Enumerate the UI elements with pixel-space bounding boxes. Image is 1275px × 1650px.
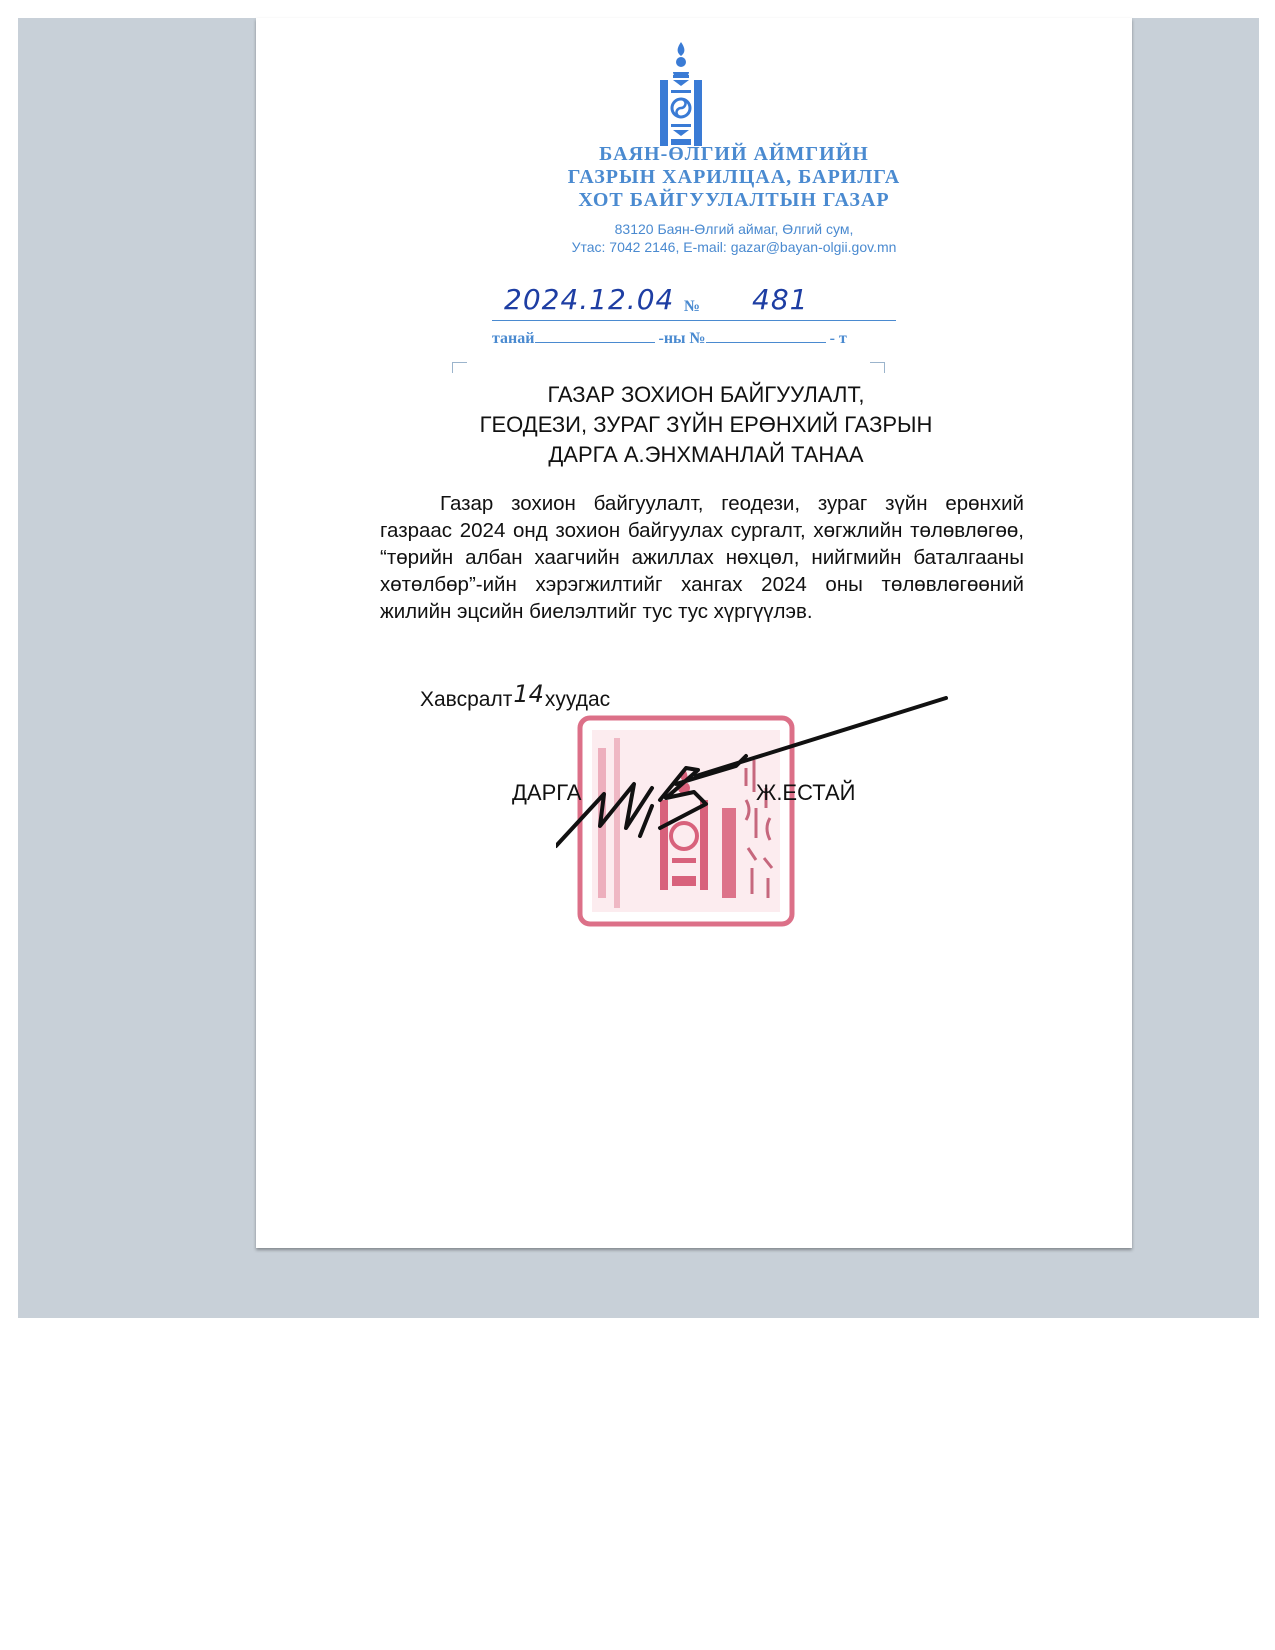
addressee-line-3: ДАРГА А.ЭНХМАНЛАЙ ТАНАА bbox=[548, 442, 864, 467]
ref-suffix: - т bbox=[829, 330, 847, 347]
org-name-line-2: ГАЗРЫН ХАРИЛЦАА, БАРИЛГА bbox=[567, 166, 901, 188]
attachment-page-count: 14 bbox=[513, 680, 544, 708]
address-corner-right bbox=[870, 362, 885, 373]
addressee-line-1: ГАЗАР ЗОХИОН БАЙГУУЛАЛТ, bbox=[547, 382, 865, 407]
registration-line bbox=[492, 280, 896, 321]
attachment-prefix: Хавсралт bbox=[420, 688, 513, 711]
letter-page bbox=[256, 18, 1132, 1248]
org-name-line-1: БАЯН-ӨЛГИЙ АЙМГИЙН bbox=[599, 143, 869, 165]
attachment-suffix: хуудас bbox=[544, 688, 611, 711]
org-address: 83120 Баян-Өлгий аймаг, Өлгий сум, bbox=[614, 221, 854, 237]
address-corner-left bbox=[452, 362, 467, 373]
signatory-name: Ж.ЕСТАЙ bbox=[756, 780, 856, 805]
letter-body: Газар зохион байгуулалт, геодези, зураг зүйн ерөнхий газраас 2024 онд зохион байгуулах сургалт, хөгжлийн төлөвлөгөө, “төрийн албан хаагчийн ажиллах нөхцөл, нийгмийн баталгааны хөтөлбөр”-ийн хэрэгжилтийг хангах 2024 оны төлөвлөгөөний жилийн эцсийн биелэлтийг тус тус хүргүүлэв. bbox=[380, 492, 1024, 623]
signatory-title: ДАРГА bbox=[512, 780, 582, 805]
ref-mid: -ны № bbox=[658, 330, 706, 347]
ref-blank-2 bbox=[706, 342, 826, 343]
ref-blank-1 bbox=[535, 342, 655, 343]
number-sign: № bbox=[684, 298, 701, 315]
soyombo-emblem-icon bbox=[656, 40, 706, 150]
org-name-line-3: ХОТ БАЙГУУЛАЛТЫН ГАЗАР bbox=[578, 189, 890, 211]
registration-date: 2024.12.04 bbox=[504, 283, 675, 316]
handwritten-signature bbox=[556, 696, 956, 856]
ref-prefix: танай bbox=[492, 330, 535, 347]
registration-number: 481 bbox=[752, 283, 809, 316]
addressee-block bbox=[406, 380, 1006, 470]
scan-background-edge bbox=[1250, 18, 1259, 1308]
reference-line bbox=[492, 330, 847, 348]
addressee-line-2: ГЕОДЕЗИ, ЗУРАГ ЗҮЙН ЕРӨНХИЙ ГАЗРЫН bbox=[479, 412, 933, 437]
letterhead bbox=[256, 143, 1132, 256]
org-contacts: Утас: 7042 2146, E-mail: gazar@bayan-olgii.gov.mn bbox=[571, 239, 897, 255]
